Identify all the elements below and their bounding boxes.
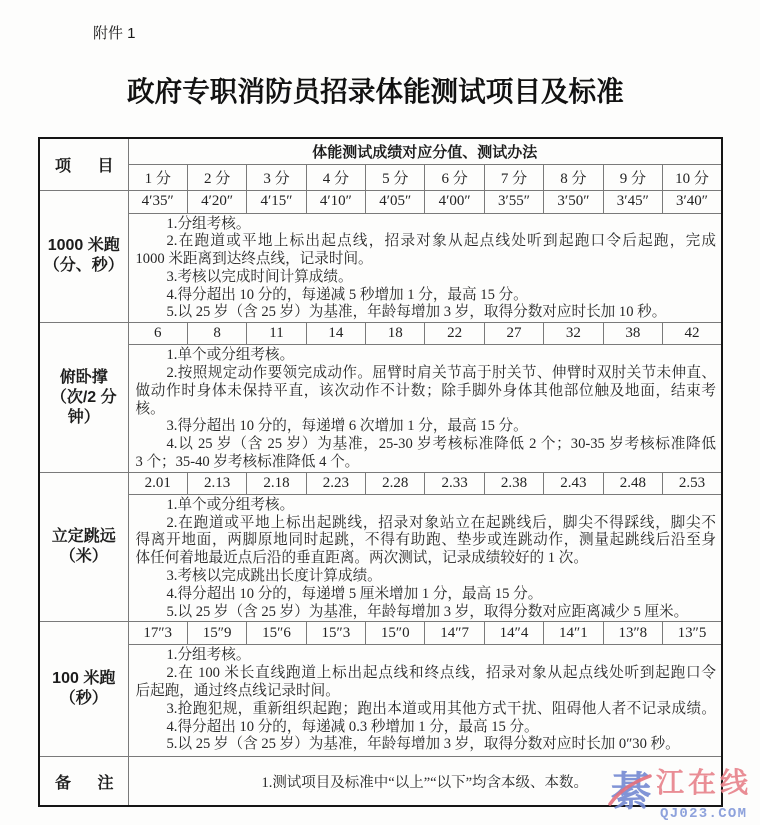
score-cell: 14: [306, 323, 365, 345]
run-100m-scores-row: [39, 622, 722, 645]
score-cell: 4′00″: [425, 190, 484, 213]
score-cell: 6: [128, 323, 187, 345]
long-jump-details-row: [39, 494, 722, 622]
fitness-standards-table: [38, 137, 723, 807]
score-cell: 2.33: [425, 472, 484, 494]
score-cell: 38: [603, 323, 662, 345]
score-cell: 15″6: [247, 622, 306, 645]
score-cell: 15″0: [366, 622, 425, 645]
run-1000m-test-method: [128, 213, 722, 323]
method-line: 1.单个或分组考核。: [166, 496, 295, 513]
method-line: 3.得分超出 10 分的，每递增 6 次增加 1 分，最高 15 分。: [166, 418, 528, 435]
pushup-scores-row: [39, 323, 722, 345]
score-cell: 27: [484, 323, 543, 345]
run-1000m-details-row: [39, 213, 722, 323]
watermark-domain: QJ023.COM: [660, 806, 748, 822]
score-cell: 2.13: [187, 472, 246, 494]
method-line: 5.以 25 岁（含 25 岁）为基准，年龄每增加 3 岁，取得分数对应时长加 0″30 秒。: [166, 736, 680, 753]
score-cell: 2.53: [663, 472, 723, 494]
method-line: 3.考核以完成时间计算成绩。: [166, 268, 353, 285]
method-line: 体任何着地最近点后沿的垂直距离。两次测试，记录成绩较好的 1 次。: [135, 550, 588, 567]
score-header: 7 分: [484, 164, 543, 190]
score-cell: 11: [247, 323, 306, 345]
score-cell: 4′15″: [247, 190, 306, 213]
score-cell: 14″1: [544, 622, 603, 645]
method-line: 5.以 25 岁（含 25 岁）为基准，年龄每增加 3 岁，取得分数对应距离减少 5 厘米。: [166, 603, 689, 620]
note-label: 备 注: [39, 757, 128, 806]
method-line: 做动作时身体未保持平直，该次动作不计数；除手脚外身体其他部位触及地面，结束考: [135, 382, 717, 399]
method-line: 1.分组考核。: [166, 647, 251, 664]
score-header: 9 分: [603, 164, 662, 190]
score-cell: 22: [425, 323, 484, 345]
method-line: 3.抢跑犯规，重新组织起跑；跑出本道或用其他方式干扰、阻碍他人者不记录成绩。: [166, 700, 717, 717]
long-jump-test-method: [128, 494, 722, 622]
pushup-details-row: [39, 345, 722, 473]
note-row: [39, 757, 722, 806]
score-cell: 13″8: [603, 622, 662, 645]
score-cell: 3′50″: [544, 190, 603, 213]
score-cell: 4′20″: [187, 190, 246, 213]
score-cell: 32: [544, 323, 603, 345]
long-jump-scores-row: [39, 472, 722, 494]
attachment-label: 附件 1: [93, 25, 136, 42]
run-100m-label: 100 米跑 （秒）: [39, 622, 128, 757]
score-cell: 4′10″: [306, 190, 365, 213]
watermark-brand-text: 江在线: [656, 766, 753, 799]
score-header-row: [39, 164, 722, 190]
score-header: 4 分: [306, 164, 365, 190]
score-cell: 2.18: [247, 472, 306, 494]
score-cell: 2.01: [128, 472, 187, 494]
item-column-header: 项 目: [39, 138, 128, 190]
score-cell: 2.23: [306, 472, 365, 494]
run-100m-details-row: [39, 645, 722, 757]
score-header: 2 分: [187, 164, 246, 190]
score-cell: 2.43: [544, 472, 603, 494]
score-cell: 18: [366, 323, 425, 345]
score-group-header: 体能测试成绩对应分值、测试办法: [128, 138, 722, 164]
score-cell: 13″5: [663, 622, 723, 645]
page-title: 政府专职消防员招录体能测试项目及标准: [127, 75, 624, 108]
score-header: 1 分: [128, 164, 187, 190]
run-1000m-scores-row: [39, 190, 722, 213]
score-cell: 4′05″: [366, 190, 425, 213]
pushup-test-method: [128, 345, 722, 473]
pushup-label: 俯卧撑 （次/2 分 钟）: [39, 323, 128, 473]
score-cell: 3′45″: [603, 190, 662, 213]
method-line: 2.按照规定动作要领完成动作。屈臂时肩关节高于肘关节、伸臂时双肘关节未伸直、: [166, 365, 717, 382]
method-line: 3 个；35-40 岁考核标准降低 4 个。: [135, 454, 360, 471]
run-100m-test-method: [128, 645, 722, 757]
method-line: 4.得分超出 10 分的，每递减 5 秒增加 1 分，最高 15 分。: [166, 286, 528, 303]
score-cell: 3′55″: [484, 190, 543, 213]
score-cell: 14″7: [425, 622, 484, 645]
method-line: 1.分组考核。: [166, 215, 251, 232]
method-line: 3.考核以完成跳出长度计算成绩。: [166, 568, 382, 585]
score-cell: 8: [187, 323, 246, 345]
score-cell: 4′35″: [128, 190, 187, 213]
method-line: 4.得分超出 10 分的，每递增 5 厘米增加 1 分，最高 15 分。: [166, 585, 543, 602]
run-1000m-label: 1000 米跑 （分、秒）: [39, 190, 128, 323]
score-cell: 42: [663, 323, 723, 345]
method-line: 4.得分超出 10 分的，每递减 0.3 秒增加 1 分，最高 15 分。: [166, 718, 539, 735]
watermark-first-char: 綦: [611, 769, 651, 815]
method-line: 5.以 25 岁（含 25 岁）为基准，年龄每增加 3 岁，取得分数对应时长加 10 秒。: [166, 304, 667, 321]
method-line: 得离开地面，两脚原地同时起跳，不得有助跑、垫步或连跳动作，测量起跳线后沿至身: [135, 532, 717, 549]
note-text: 1.测试项目及标准中“以上”“以下”均含本级、本数。: [128, 757, 722, 806]
score-header: 8 分: [544, 164, 603, 190]
method-line: 核。: [135, 400, 165, 417]
method-line: 1.单个或分组考核。: [166, 347, 295, 364]
score-cell: 15″9: [187, 622, 246, 645]
score-cell: 2.28: [366, 472, 425, 494]
score-cell: 2.48: [603, 472, 662, 494]
score-cell: 14″4: [484, 622, 543, 645]
score-cell: 3′40″: [663, 190, 723, 213]
score-header: 5 分: [366, 164, 425, 190]
long-jump-label: 立定跳远 （米）: [39, 472, 128, 622]
method-line: 2.在跑道或平地上标出起点线，招录对象从起点线处听到起跑口令后起跑，完成: [166, 233, 717, 250]
score-cell: 2.38: [484, 472, 543, 494]
method-line: 4.以 25 岁（含 25 岁）为基准，25-30 岁考核标准降低 2 个；30-35 岁考核标准降低: [166, 436, 717, 453]
header-row: [39, 138, 722, 164]
score-cell: 15″3: [306, 622, 365, 645]
score-header: 3 分: [247, 164, 306, 190]
method-line: 2.在跑道或平地上标出起跳线，招录对象站立在起跳线后，脚尖不得踩线，脚尖不: [166, 514, 717, 531]
score-header: 10 分: [663, 164, 723, 190]
score-cell: 17″3: [128, 622, 187, 645]
method-line: 后起跑，通过终点线记录时间。: [135, 683, 340, 700]
method-line: 1000 米距离到达终点线，记录时间。: [135, 251, 373, 268]
method-line: 2.在 100 米长直线跑道上标出起点线和终点线，招录对象从起点线处听到起跑口令: [166, 665, 717, 682]
score-header: 6 分: [425, 164, 484, 190]
